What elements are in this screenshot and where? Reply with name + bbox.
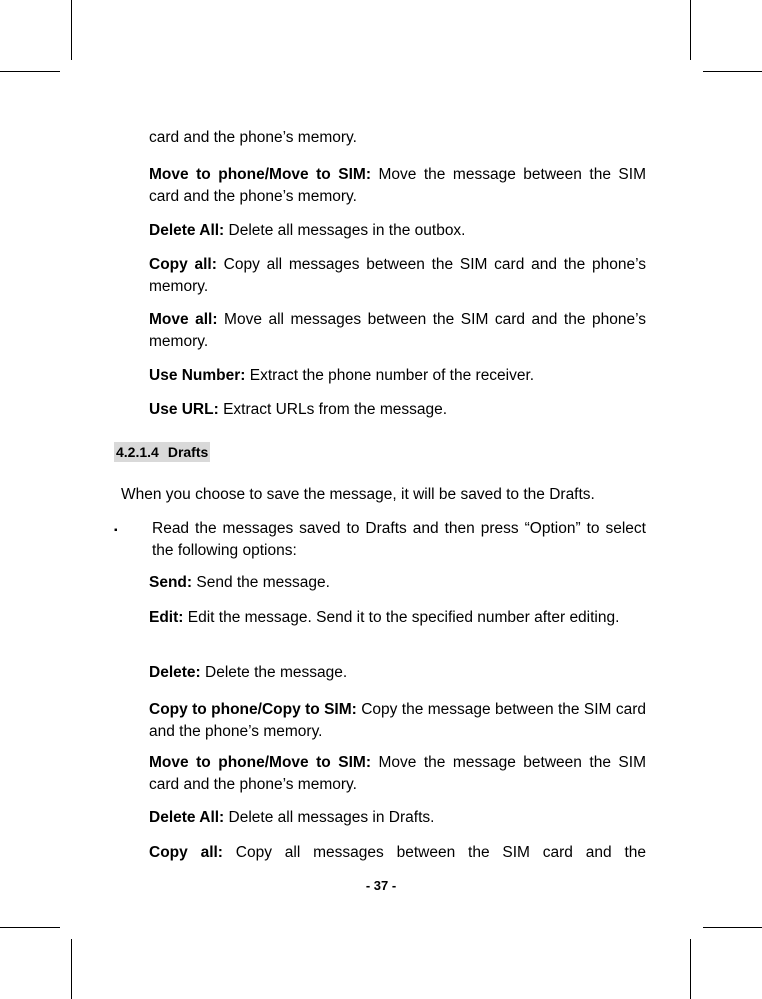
option-item [149,662,646,684]
option-label: Move all: [149,311,218,328]
option-text: Move all messages between the SIM card and the phone’s memory. [149,311,646,350]
crop-mark [690,939,691,999]
option-item [149,807,646,829]
option-item [149,254,646,298]
crop-mark [703,927,762,928]
crop-mark [690,0,691,60]
option-label: Move to phone/Move to SIM: [149,754,371,771]
option-text: Copy all messages between the SIM card and the [235,844,646,861]
option-item [149,220,646,242]
option-label: Delete All: [149,222,225,239]
option-text: Extract URLs from the message. [223,401,448,418]
option-item [149,699,646,743]
option-text: Delete the message. [205,664,348,681]
option-label: Delete: [149,664,201,681]
option-text: Delete all messages in Drafts. [228,809,435,826]
crop-mark [703,71,762,72]
option-item [149,842,646,864]
option-label: Delete All: [149,809,225,826]
option-text: Delete all messages in the outbox. [228,222,466,239]
option-label: Copy all: [149,844,223,861]
crop-mark [0,927,60,928]
section-heading [114,442,210,462]
option-text: Send the message. [196,574,330,591]
option-label: Copy to phone/Copy to SIM: [149,701,357,718]
option-item [149,572,646,594]
intro-text: When you choose to save the message, it will be saved to the Drafts. [121,486,595,503]
option-item [149,365,646,387]
option-label: Use Number: [149,367,246,384]
crop-mark [71,939,72,999]
option-label: Edit: [149,609,184,626]
section-number: 4.2.1.4 [116,444,159,460]
option-label: Send: [149,574,193,591]
crop-mark [71,0,72,60]
option-text: Copy the message between the SIM card and the phone’s memory. [149,701,646,740]
option-text: Move the message between the SIM card and the phone’s memory. [149,754,646,793]
page-number: - 37 - [365,878,397,893]
option-item [149,164,646,208]
option-text: Copy all messages between the SIM card and the phone’s memory. [149,256,647,295]
continuation-text: card and the phone’s memory. [149,129,357,146]
bullet-text: Read the messages saved to Drafts and then press “Option” to select the following options: [152,520,646,559]
option-item [149,399,646,421]
option-item [149,752,646,796]
crop-mark [0,71,60,72]
option-text: Move the message between the SIM card and the phone’s memory. [149,166,646,205]
section-title: Drafts [167,444,209,460]
option-item [149,607,646,629]
option-text: Extract the phone number of the receiver. [249,367,535,384]
option-label: Move to phone/Move to SIM: [149,166,371,183]
bullet-marker: ▪ [114,525,118,536]
option-text: Edit the message. Send it to the specified number after editing. [187,609,620,626]
option-label: Use URL: [149,401,219,418]
option-item [149,309,646,353]
option-label: Copy all: [149,256,217,273]
